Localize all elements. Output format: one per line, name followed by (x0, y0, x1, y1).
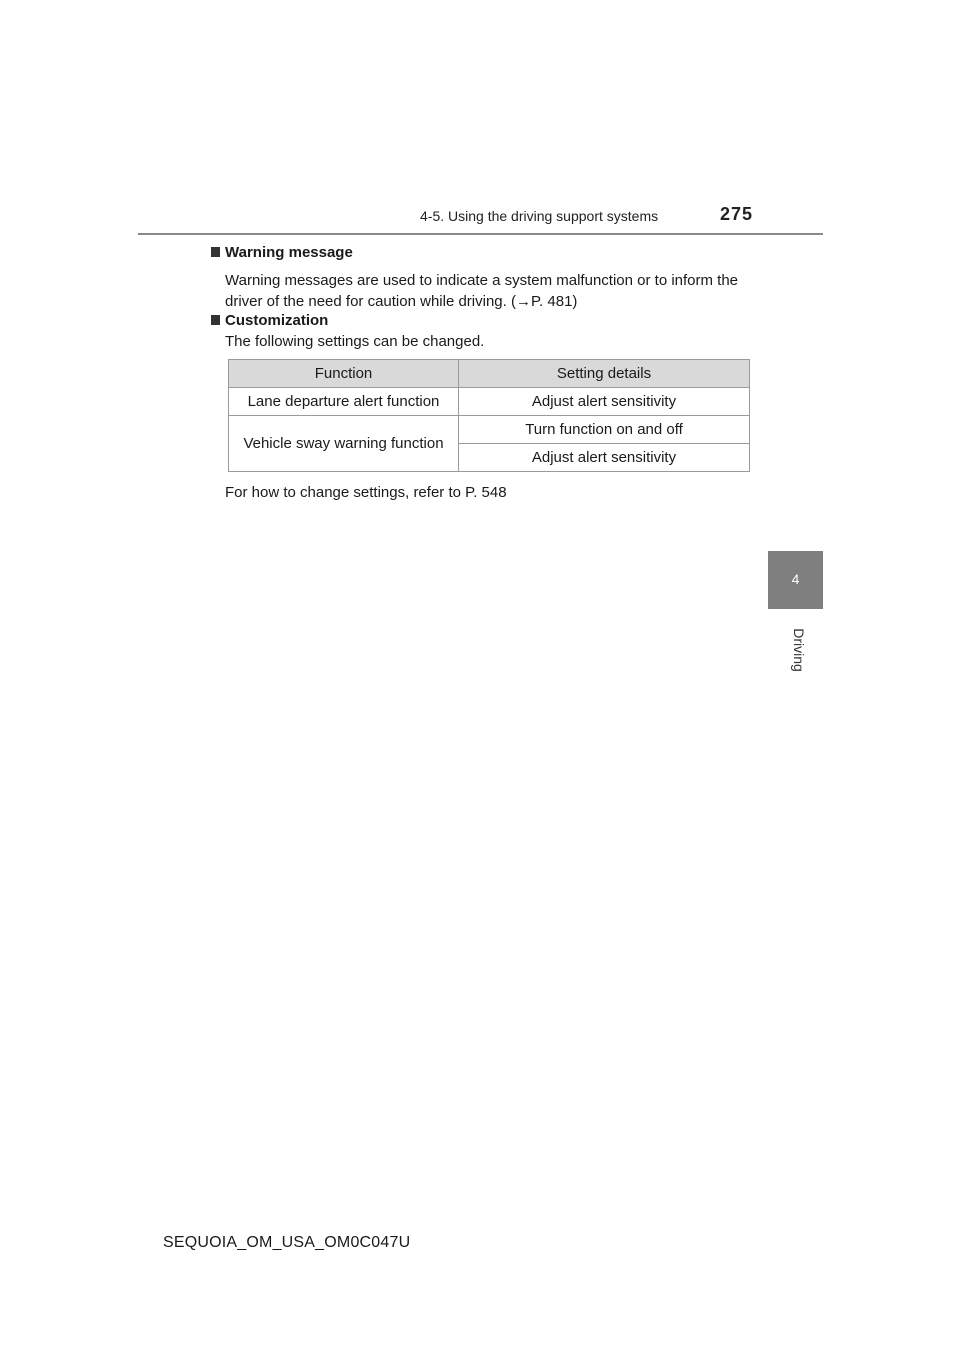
section-title: 4-5. Using the driving support systems (420, 208, 659, 224)
chapter-tab (768, 551, 823, 609)
warning-paragraph (225, 270, 738, 312)
function-cell: Vehicle sway warning function (229, 416, 459, 472)
arrow-right-icon: → (515, 293, 531, 310)
settings-table (228, 359, 750, 472)
setting-cell: Adjust alert sensitivity (459, 388, 750, 416)
setting-cell: Turn function on and off (459, 416, 750, 444)
setting-cell: Adjust alert sensitivity (459, 444, 750, 472)
header-divider (138, 233, 823, 235)
warning-heading (211, 244, 353, 261)
page-reference-link[interactable]: P. 481) (530, 293, 578, 310)
column-header-setting-details: Setting details (459, 360, 750, 388)
warning-heading-text: Warning message (225, 244, 353, 261)
customization-heading-text: Customization (225, 312, 329, 329)
customization-heading (211, 312, 328, 329)
warning-line-1: Warning messages are used to indicate a system malfunction or to inform the (225, 272, 739, 289)
square-bullet-icon (211, 247, 220, 257)
customization-intro: The following settings can be changed. (225, 333, 485, 350)
table-row (229, 388, 750, 416)
chapter-number: 4 (791, 571, 800, 587)
table-header-row (229, 360, 750, 388)
square-bullet-icon (211, 315, 220, 325)
chapter-label: Driving (791, 628, 807, 672)
warning-line-2: driver of the need for caution while driving. (→P. 481) (225, 293, 578, 310)
settings-note: For how to change settings, refer to P. 548 (225, 484, 507, 501)
page-number: 275 (720, 204, 754, 224)
document-code: SEQUOIA_OM_USA_OM0C047U (163, 1234, 411, 1251)
function-cell: Lane departure alert function (229, 388, 459, 416)
table-row (229, 416, 750, 444)
column-header-function: Function (229, 360, 459, 388)
